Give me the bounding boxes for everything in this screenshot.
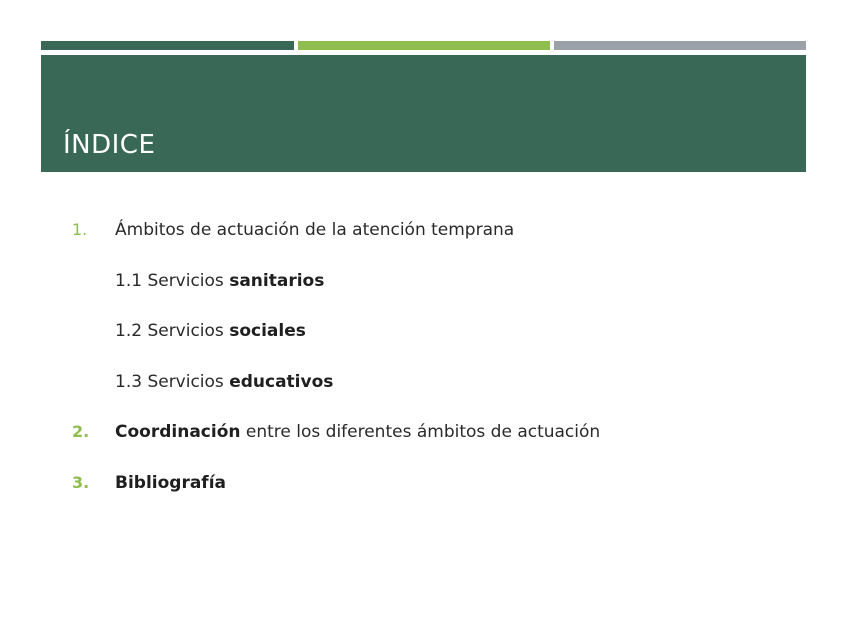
toc-text bbox=[115, 267, 324, 295]
toc-item-2 bbox=[72, 418, 792, 469]
toc-item-1 bbox=[72, 216, 792, 267]
toc-text-plain: entre los diferentes ámbitos de actuación bbox=[240, 422, 601, 442]
toc-text-bold: sociales bbox=[229, 321, 306, 341]
accent-bar-gray bbox=[554, 41, 806, 50]
toc-number: 3. bbox=[72, 472, 90, 492]
toc-text-plain: Ámbitos de actuación de la atención temprana bbox=[115, 220, 515, 240]
page-title: ÍNDICE bbox=[63, 130, 156, 160]
toc-text bbox=[115, 368, 333, 396]
toc-text-plain: 1.3 Servicios bbox=[115, 371, 230, 392]
toc-text-bold: educativos bbox=[229, 371, 334, 392]
toc-text bbox=[115, 418, 600, 446]
toc-text bbox=[115, 469, 226, 497]
toc-item-3 bbox=[72, 469, 792, 520]
toc-subitem-1-3 bbox=[72, 368, 792, 419]
toc-subitem-1-1 bbox=[72, 267, 792, 318]
toc-text-plain: 1.2 Servicios bbox=[115, 321, 230, 341]
toc-number: 1. bbox=[72, 220, 88, 239]
accent-bar-light-green bbox=[298, 41, 550, 50]
accent-bar-dark-green bbox=[41, 41, 294, 50]
table-of-contents bbox=[72, 216, 792, 519]
toc-text-plain: 1.1 Servicios bbox=[115, 270, 230, 291]
toc-text-bold: Coordinación bbox=[115, 422, 241, 442]
toc-text bbox=[115, 317, 306, 345]
title-banner bbox=[41, 55, 806, 172]
toc-subitem-1-2 bbox=[72, 317, 792, 368]
toc-text-bold: sanitarios bbox=[229, 270, 325, 291]
toc-text bbox=[115, 216, 514, 244]
toc-number: 2. bbox=[72, 422, 90, 441]
toc-text-bold: Bibliografía bbox=[115, 472, 227, 493]
